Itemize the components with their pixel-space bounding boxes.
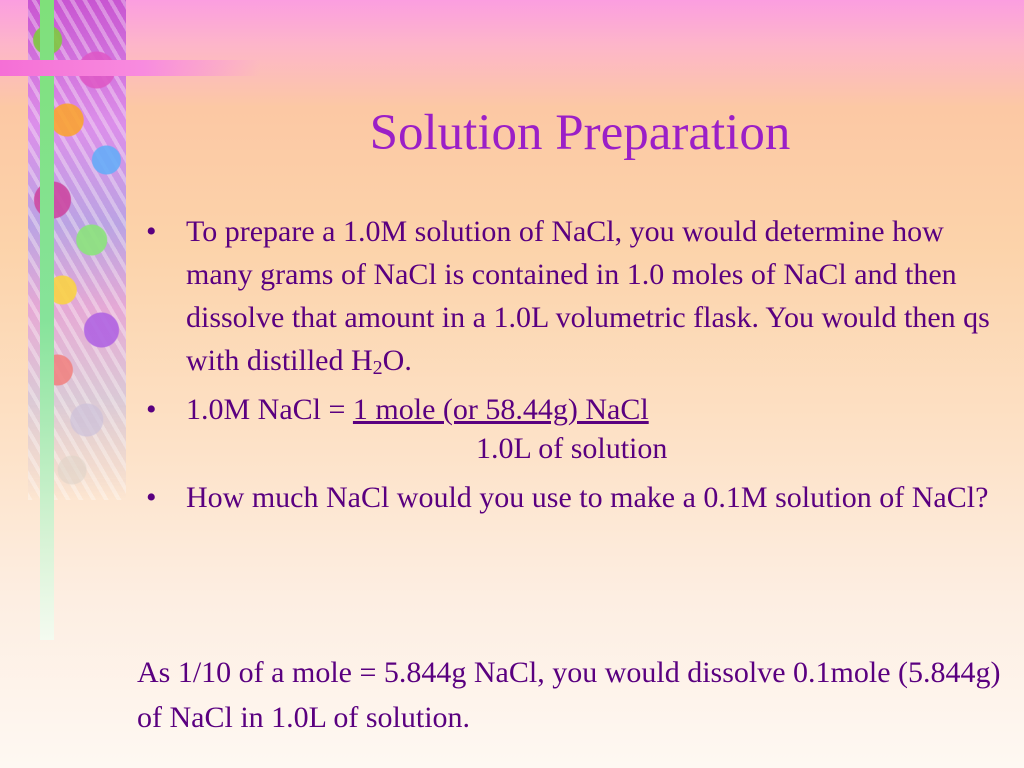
bullet-marker: • [146,215,157,248]
bullet-list [140,210,1016,525]
decorative-horizontal-bar [0,60,260,76]
bullet-item-question [140,476,1016,519]
bullet-marker: • [146,481,157,514]
formula-prefix: 1.0M NaCl = [186,393,353,426]
bullet-marker: • [146,393,157,426]
bullet-text-end: O. [382,344,412,377]
slide-title: Solution Preparation [369,105,791,161]
answer-text: As 1/10 of a mole = 5.844g NaCl, you would dissolve 0.1mole (5.844g) of NaCl in 1.0L of solution. [137,656,1001,734]
subscript-two: 2 [372,357,383,379]
bullet-text: To prepare a 1.0M solution of NaCl, you would determine how many grams of NaCl is contained in 1.0 moles of NaCl and then dissolve that amount in a 1.0L volumetric flask. You would then qs with distilled H [186,215,990,377]
formula-numerator: 1 mole (or 58.44g) NaCl [352,393,649,426]
question-text: How much NaCl would you use to make a 0.1M solution of NaCl? [186,481,989,514]
decorative-vertical-bar [40,0,54,640]
formula-denominator: 1.0L of solution [476,432,668,465]
bullet-item-molarity-formula [140,388,1016,470]
bullet-item-prepare-solution [140,210,1016,382]
